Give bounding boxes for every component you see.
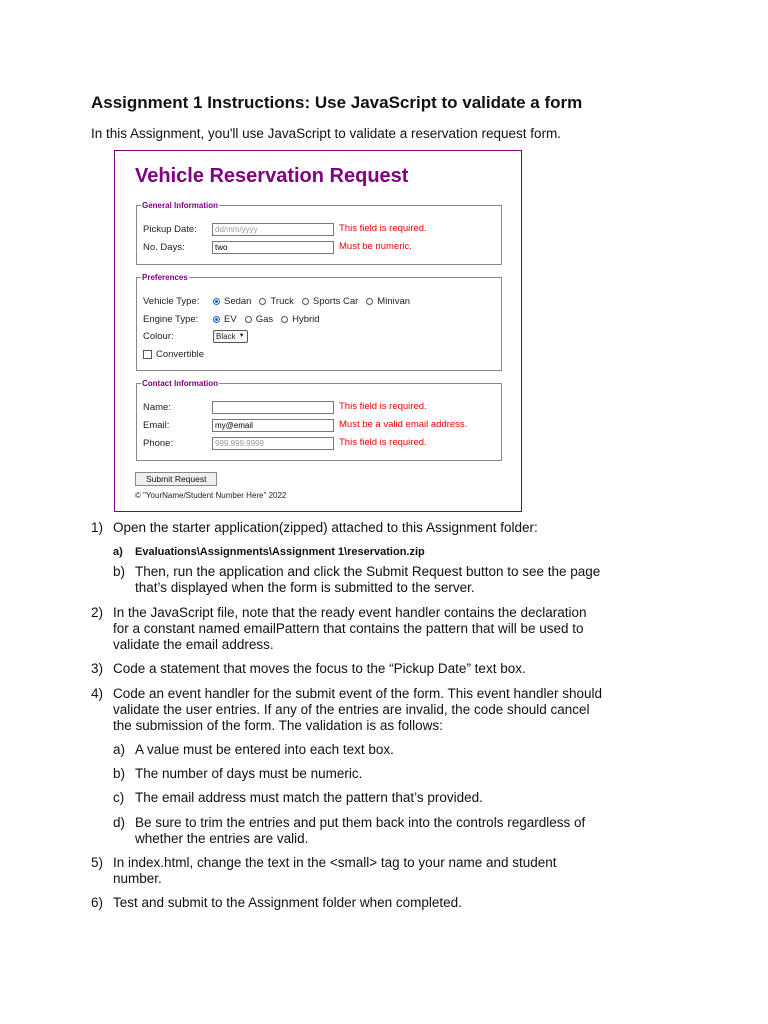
radio-sedan[interactable]: Sedan [213, 296, 251, 307]
vehicle-type-label: Vehicle Type: [143, 295, 200, 307]
contact-information-legend: Contact Information [142, 379, 218, 388]
radio-hybrid[interactable]: Hybrid [281, 314, 319, 325]
email-input[interactable]: my@email [212, 419, 334, 432]
form-title: Vehicle Reservation Request [135, 165, 409, 187]
convertible-label: Convertible [156, 348, 205, 360]
no-days-label: No. Days: [143, 241, 185, 253]
no-days-input[interactable]: two [212, 241, 334, 254]
pickup-date-label: Pickup Date: [143, 223, 197, 235]
radio-sports-car[interactable]: Sports Car [302, 296, 358, 307]
convertible-checkbox[interactable] [143, 350, 152, 359]
email-label: Email: [143, 419, 170, 431]
radio-gas[interactable]: Gas [245, 314, 273, 325]
name-input[interactable] [212, 401, 334, 414]
radio-minivan[interactable]: Minivan [366, 296, 410, 307]
zip-path-text: Evaluations\Assignments\Assignment 1\reservation.zip [135, 546, 425, 558]
form-footer-copyright: © "YourName/Student Number Here" 2022 [135, 491, 287, 500]
general-information-fieldset [136, 201, 502, 265]
no-days-error: Must be numeric. [339, 241, 412, 252]
pickup-date-input[interactable]: dd/mm/yyyy [212, 223, 334, 236]
phone-input[interactable]: 999.999.9999 [212, 437, 334, 450]
email-error: Must be a valid email address. [339, 419, 468, 430]
chevron-down-icon: ▼ [238, 333, 245, 339]
engine-type-label: Engine Type: [143, 313, 199, 325]
phone-error: This field is required. [339, 437, 427, 448]
form-screenshot [114, 150, 522, 512]
radio-empty-icon [281, 316, 288, 323]
preferences-legend: Preferences [142, 273, 188, 282]
radio-empty-icon [245, 316, 252, 323]
radio-empty-icon [302, 298, 309, 305]
general-information-legend: General Information [142, 201, 219, 210]
radio-empty-icon [259, 298, 266, 305]
document-title: Assignment 1 Instructions: Use JavaScript to validate a form [91, 93, 583, 112]
radio-selected-icon [213, 298, 220, 305]
colour-label: Colour: [143, 330, 174, 342]
phone-label: Phone: [143, 437, 174, 449]
name-label: Name: [143, 401, 171, 413]
radio-truck[interactable]: Truck [259, 296, 293, 307]
intro-paragraph: In this Assignment, you'll use JavaScript to validate a reservation request form. [91, 126, 562, 141]
radio-selected-icon [213, 316, 220, 323]
colour-select[interactable]: Black ▼ [213, 330, 248, 343]
radio-ev[interactable]: EV [213, 314, 237, 325]
contact-information-fieldset [136, 379, 502, 461]
submit-request-button[interactable]: Submit Request [135, 472, 217, 486]
preferences-fieldset [136, 273, 502, 371]
pickup-date-error: This field is required. [339, 223, 427, 234]
radio-empty-icon [366, 298, 373, 305]
name-error: This field is required. [339, 401, 427, 412]
step-1-text: Open the starter application(zipped) attached to this Assignment folder: [113, 520, 538, 535]
